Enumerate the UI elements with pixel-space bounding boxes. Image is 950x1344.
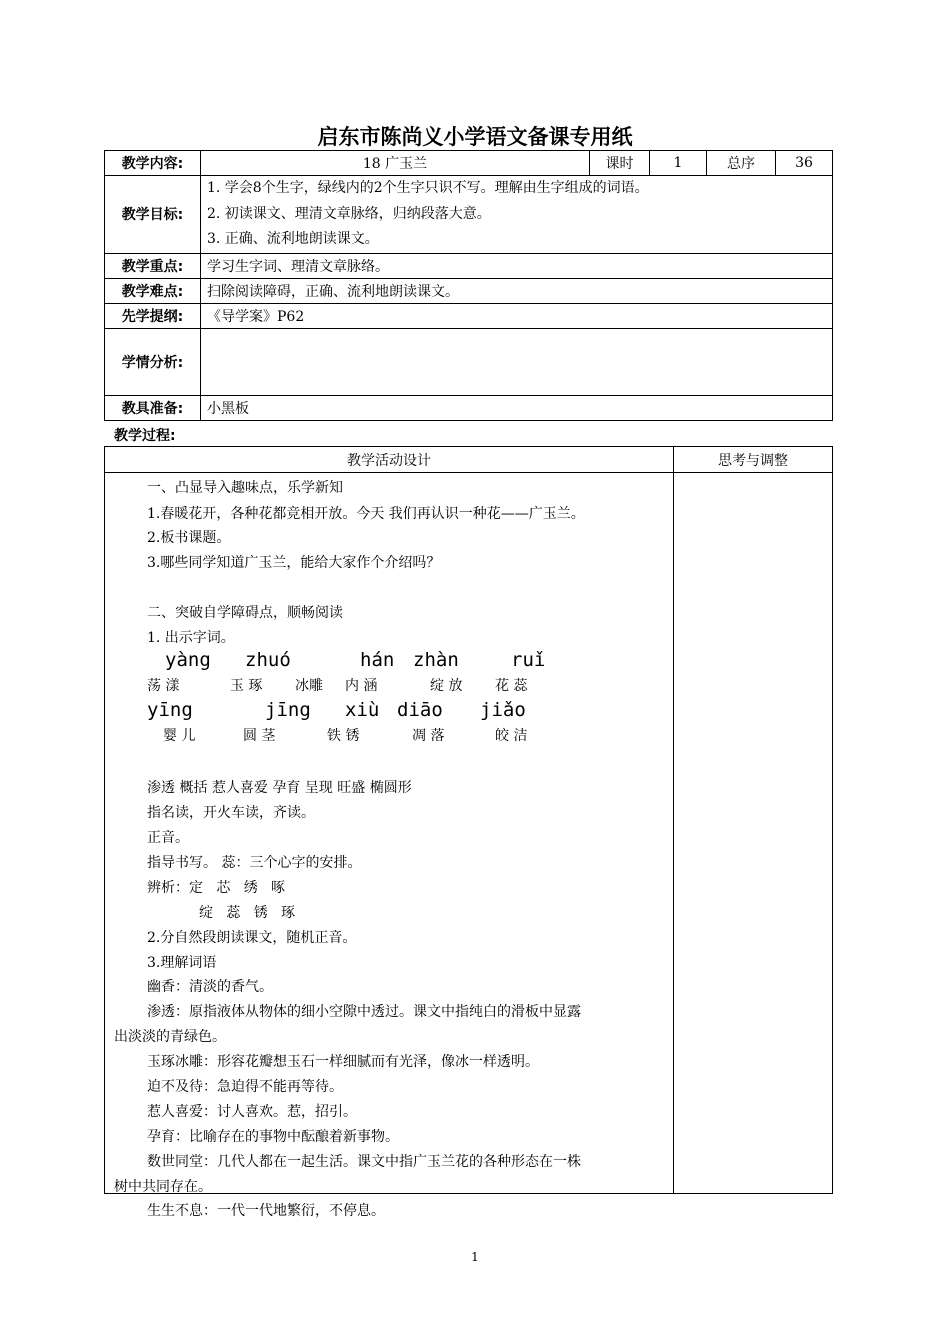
reflection-cell	[674, 473, 833, 1194]
key-points-value: 学习生字词、理清文章脉络。	[201, 253, 833, 278]
pinyin: yīng	[147, 699, 193, 721]
hours-label: 课时	[590, 151, 650, 176]
pinyin: diāo	[397, 699, 443, 721]
text-line: 3.理解词语	[147, 955, 217, 971]
hanzi-word: 凋 落	[412, 728, 445, 744]
section-heading: 二、突破自学障碍点，顺畅阅读	[147, 605, 343, 621]
goal-item: 1. 学会8个生字，绿线内的2个生字只识不写。理解由生字组成的词语。	[207, 180, 649, 196]
text-line: 玉琢冰雕：形容花瓣想玉石一样细腻而有光泽，像冰一样透明。	[147, 1054, 539, 1070]
text-line: 正音。	[147, 830, 189, 846]
content-label: 教学内容:	[105, 151, 201, 176]
seq-label: 总序	[707, 151, 776, 176]
pinyin: jiǎo	[480, 699, 526, 721]
hanzi-word: 圆 茎	[243, 728, 276, 744]
hanzi-word: 皎 洁	[495, 728, 528, 744]
difficulties-value: 扫除阅读障碍，正确、流利地朗读课文。	[201, 278, 833, 303]
key-points-label: 教学重点:	[105, 253, 201, 278]
hanzi-word: 花 蕊	[495, 678, 528, 694]
prep-outline-value: 《导学案》P62	[201, 303, 833, 328]
section-heading: 一、凸显导入趣味点，乐学新知	[147, 480, 343, 496]
text-line: 辨析：定 芯 绣 啄	[147, 880, 286, 896]
hanzi-word: 绽 放	[430, 678, 463, 694]
text-line: 指导书写。 蕊：三个心字的安排。	[147, 855, 362, 871]
text-line: 迫不及待：急迫得不能再等待。	[147, 1079, 343, 1095]
text-line: 绽 蕊 锈 琢	[199, 905, 296, 921]
process-label: 教学过程:	[114, 428, 176, 444]
text-line: 指名读，开火车读，齐读。	[147, 805, 315, 821]
hanzi-word: 铁 锈	[327, 728, 360, 744]
lesson-info-table	[104, 150, 833, 421]
text-line: 渗透：原指液体从物体的细小空隙中透过。课文中指纯白的滑板中显露	[147, 1004, 581, 1020]
hanzi-word: 玉 琢	[230, 678, 263, 694]
hanzi-word: 内 涵	[345, 678, 378, 694]
text-line: 渗透 概括 惹人喜爱 孕育 呈现 旺盛 椭圆形	[147, 780, 412, 796]
hanzi-word: 婴 儿	[163, 728, 196, 744]
page-number: 1	[471, 1250, 479, 1264]
goal-item: 2. 初读课文、理清文章脉络，归纳段落大意。	[207, 205, 491, 222]
text-line: 幽香：清淡的香气。	[147, 979, 273, 995]
pinyin: jīng	[265, 699, 311, 721]
pinyin: yàng	[165, 649, 211, 671]
text-line: 生生不息：一代一代地繁衍，不停息。	[147, 1203, 385, 1219]
text-line: 2.板书课题。	[147, 530, 231, 546]
content-value: 18 广玉兰	[201, 151, 590, 176]
tools-label: 教具准备:	[105, 395, 201, 420]
text-line: 树中共同存在。	[114, 1179, 212, 1195]
prep-outline-label: 先学提纲:	[105, 303, 201, 328]
text-line: 1.春暖花开，各种花都竞相开放。今天 我们再认识一种花——广玉兰。	[147, 506, 585, 522]
pinyin: ruǐ	[511, 649, 546, 671]
text-line: 孕育：比喻存在的事物中酝酿着新事物。	[147, 1129, 399, 1145]
analysis-value	[201, 328, 833, 395]
seq-value: 36	[776, 151, 833, 176]
pinyin: zhuó	[245, 649, 291, 671]
tools-value: 小黑板	[201, 395, 833, 420]
hanzi-word: 荡 漾	[147, 678, 180, 694]
page-title: 启东市陈尚义小学语文备课专用纸	[317, 125, 633, 149]
activity-design-header: 教学活动设计	[105, 447, 674, 473]
text-line: 出淡淡的青绿色。	[114, 1029, 226, 1045]
text-line: 数世同堂：几代人都在一起生活。课文中指广玉兰花的各种形态在一株	[147, 1154, 581, 1170]
text-line: 惹人喜爱：讨人喜欢。惹，招引。	[147, 1104, 357, 1120]
activity-design-cell	[105, 473, 674, 1219]
process-table	[104, 446, 833, 1219]
pinyin: hán	[360, 649, 395, 671]
pinyin: xiù	[345, 699, 380, 721]
analysis-label: 学情分析:	[105, 328, 201, 395]
hours-value: 1	[650, 151, 707, 176]
goal-item: 3. 正确、流利地朗读课文。	[207, 231, 379, 247]
goals-label: 教学目标:	[105, 176, 201, 254]
goals-list	[201, 176, 833, 254]
reflection-header: 思考与调整	[674, 447, 833, 473]
text-line: 1. 出示字词。	[147, 630, 235, 646]
text-line: 2.分自然段朗读课文，随机正音。	[147, 930, 357, 946]
difficulties-label: 教学难点:	[105, 278, 201, 303]
pinyin: zhàn	[413, 649, 459, 671]
text-line: 3.哪些同学知道广玉兰，能给大家作个介绍吗？	[147, 555, 441, 571]
hanzi-word: 冰雕	[295, 678, 323, 694]
